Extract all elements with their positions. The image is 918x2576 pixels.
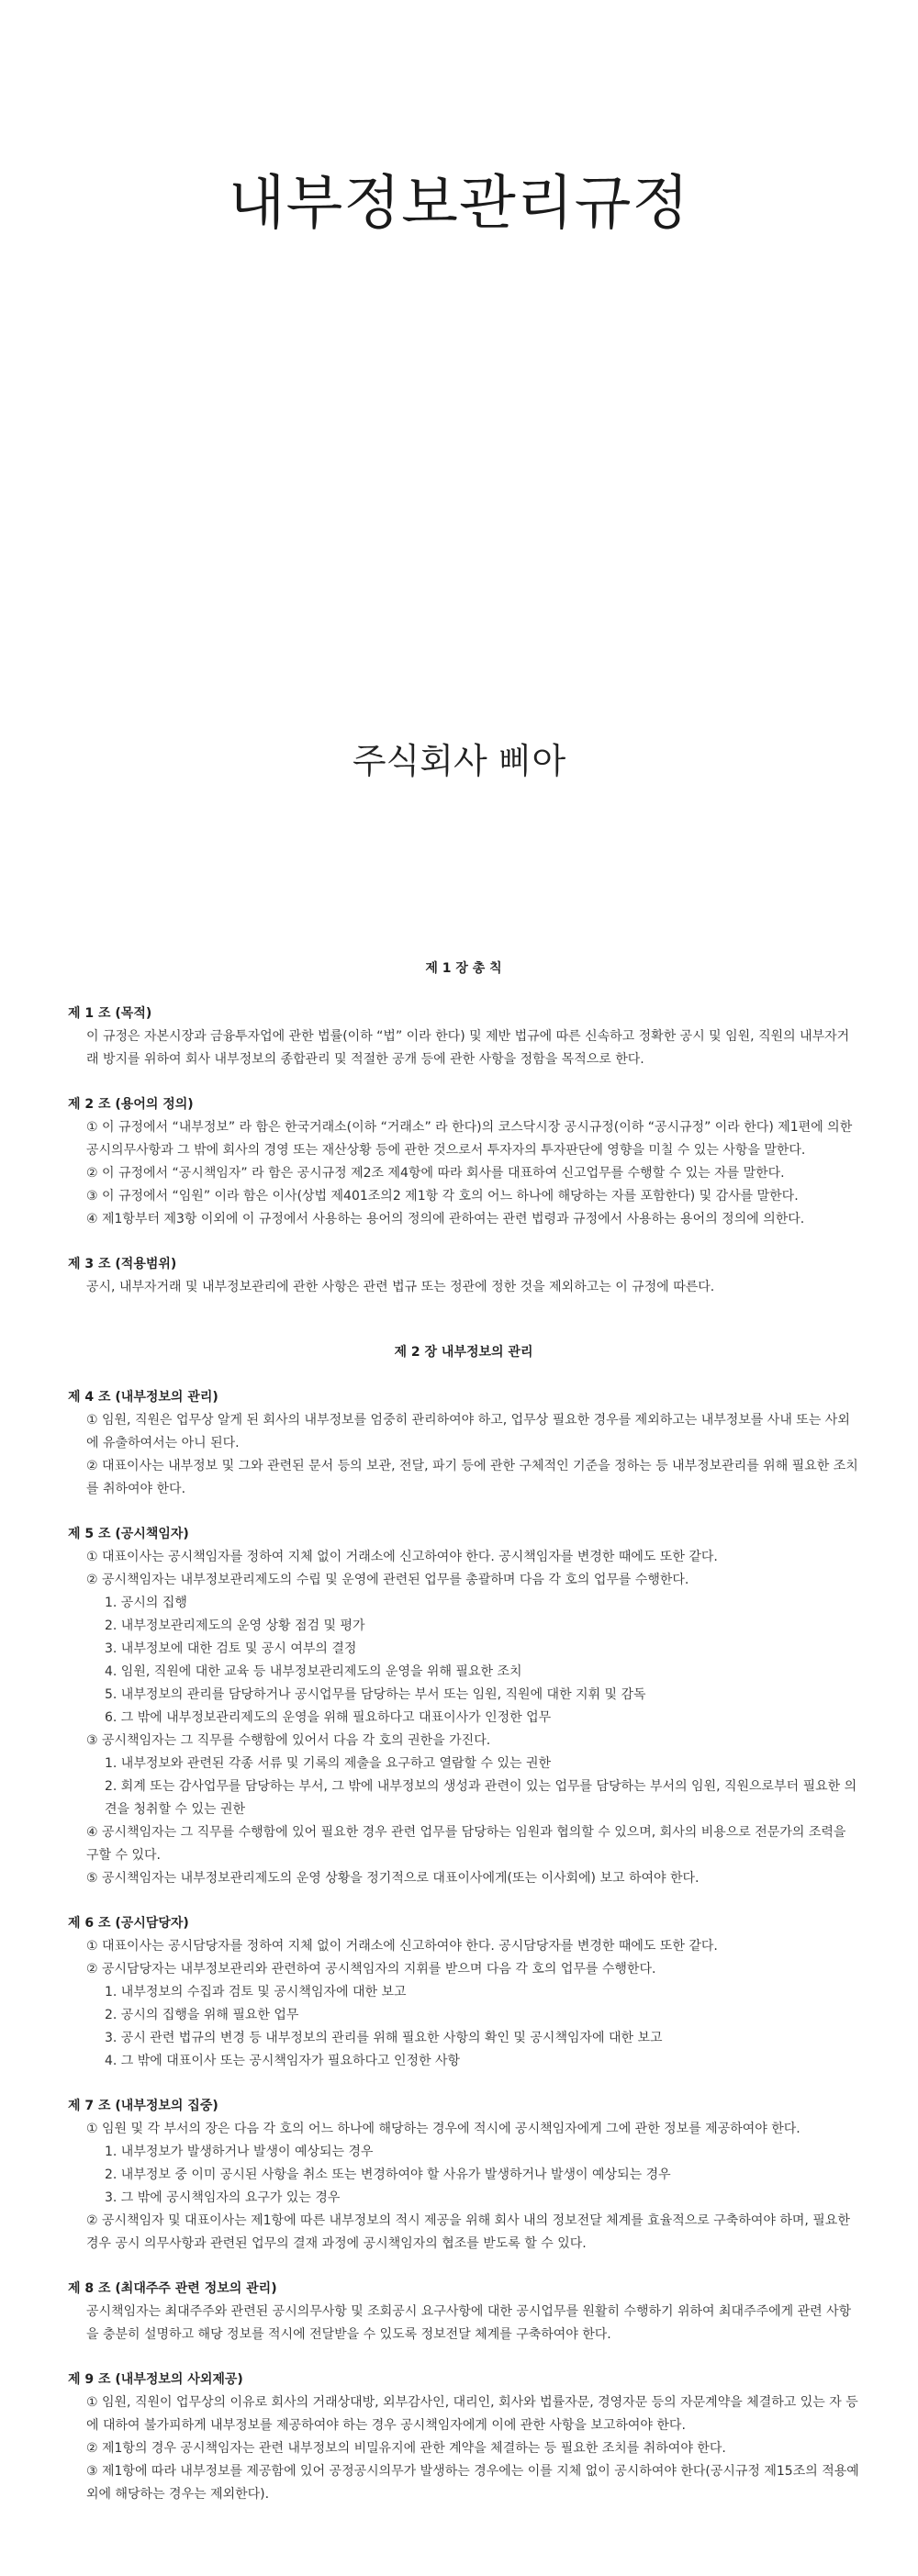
article-5 [68,1523,859,1890]
article-paragraph: ② 대표이사는 내부정보 및 그와 관련된 문서 등의 보관, 전달, 파기 등에 관한 구체적인 기준을 정하는 등 내부정보관리를 위해 필요한 조치를 취하여야 한다. [86,1459,858,1496]
article-paragraph: ② 이 규정에서 “공시책임자” 라 함은 공시규정 제2조 제4항에 따라 회사를 대표하여 신고업무를 수행할 수 있는 자를 말한다. [86,1166,785,1181]
company-name: 주식회사 삐아 [352,741,566,781]
article-paragraph: 이 규정은 자본시장과 금융투자업에 관한 법률(이하 “법” 이라 한다) 및 제반 법규에 따른 신속하고 정확한 공시 및 임원, 직원의 내부자거래 방지를 위하여 회사 내부정보의 종합관리 및 적절한 공개 등에 관한 사항을 정함을 목적으로 한다. [86,1029,850,1067]
list-item: 2. 내부정보 중 이미 공시된 사항을 취소 또는 변경하여야 할 사유가 발생하거나 발생이 예상되는 경우 [105,2167,671,2182]
article-9 [68,2369,859,2506]
article-7 [68,2095,859,2256]
list-item: 2. 회계 또는 감사업무를 담당하는 부서, 그 밖에 내부정보의 생성과 관련이 있는 업무를 담당하는 부서의 임원, 직원으로부터 필요한 의견을 청취할 수 있는 권한 [105,1779,857,1817]
list-item: 5. 내부정보의 관리를 담당하거나 공시업무를 담당하는 부서 또는 임원, 직원에 대한 지휘 및 감독 [105,1687,646,1702]
list-item: 2. 내부정보관리제도의 운영 상황 점검 및 평가 [105,1618,365,1633]
article-1 [68,1002,859,1071]
article-paragraph: ① 대표이사는 공시책임자를 정하여 지체 없이 거래소에 신고하여야 한다. 공시책임자를 변경한 때에도 또한 같다. [86,1550,718,1564]
list-item: 1. 내부정보의 수집과 검토 및 공시책임자에 대한 보고 [105,1985,407,1999]
article-paragraph: ④ 제1항부터 제3항 이외에 이 규정에서 사용하는 용어의 정의에 관하여는 관련 법령과 규정에서 사용하는 용어의 정의에 의한다. [86,1212,805,1226]
document-title: 내부정보관리규정 [228,170,690,238]
article-6 [68,1912,859,2073]
list-item: 2. 공시의 집행을 위해 필요한 업무 [105,2008,299,2022]
list-item: 4. 그 밖에 대표이사 또는 공시책임자가 필요하다고 인정한 사항 [105,2054,461,2068]
article-paragraph: ① 이 규정에서 “내부정보” 라 함은 한국거래소(이하 “거래소” 라 한다)의 코스닥시장 공시규정(이하 “공시규정” 이라 한다) 제1편에 의한 공시의무사항과 그 밖에 회사의 경영 또는 재산상황 등에 관한 것으로서 투자자의 투자판단에 영향을 미칠 수 있는 사항을 말한다. [86,1120,853,1158]
article-title: 제 2 조 (용어의 정의) [68,1097,194,1112]
article-paragraph: 공시책임자는 최대주주와 관련된 공시의무사항 및 조회공시 요구사항에 대한 공시업무를 원활히 수행하기 위하여 최대주주에게 관련 사항을 충분히 설명하고 해당 정보를 적시에 전달받을 수 있도록 정보전달 체계를 구축하여야 한다. [86,2304,852,2342]
article-paragraph: ③ 제1항에 따라 내부정보를 제공함에 있어 공정공시의무가 발생하는 경우에는 이를 지체 없이 공시하여야 한다(공시규정 제15조의 적용예외에 해당하는 경우는 제외한다). [86,2464,859,2502]
article-paragraph: 공시, 내부자거래 및 내부정보관리에 관한 사항은 관련 법규 또는 정관에 정한 것을 제외하고는 이 규정에 따른다. [86,1280,715,1294]
article-paragraph: ③ 이 규정에서 “임원” 이라 함은 이사(상법 제401조의2 제1항 각 호의 어느 하나에 해당하는 자를 포함한다) 및 감사를 말한다. [86,1189,799,1204]
list-item: 1. 내부정보와 관련된 각종 서류 및 기록의 제출을 요구하고 열람할 수 있는 권한 [105,1756,552,1771]
article-paragraph: ② 공시책임자 및 대표이사는 제1항에 따른 내부정보의 적시 제공을 위해 회사 내의 정보전달 체계를 효율적으로 구축하여야 하며, 필요한 경우 공시 의무사항과 관련된 업무의 결재 과정에 공시책임자의 협조를 받도록 할 수 있다. [86,2213,850,2251]
article-paragraph: ② 공시책임자는 내부정보관리제도의 수립 및 운영에 관련된 업무를 총괄하며 다음 각 호의 업무를 수행한다. [86,1573,689,1587]
article-paragraph: ① 임원 및 각 부서의 장은 다음 각 호의 어느 하나에 해당하는 경우에 적시에 공시책임자에게 그에 관한 정보를 제공하여야 한다. [86,2122,800,2136]
list-item: 1. 공시의 집행 [105,1596,187,1610]
article-title: 제 4 조 (내부정보의 관리) [68,1390,218,1405]
article-4 [68,1386,859,1501]
list-item: 3. 공시 관련 법규의 변경 등 내부정보의 관리를 위해 필요한 사항의 확인 및 공시책임자에 대한 보고 [105,2031,663,2045]
article-paragraph: ① 대표이사는 공시담당자를 정하여 지체 없이 거래소에 신고하여야 한다. 공시담당자를 변경한 때에도 또한 같다. [86,1939,718,1954]
article-paragraph: ③ 공시책임자는 그 직무를 수행함에 있어서 다음 각 호의 권한을 가진다. [86,1733,491,1748]
article-2 [68,1093,859,1231]
article-title: 제 3 조 (적용범위) [68,1257,177,1271]
article-8 [68,2278,859,2346]
article-paragraph: ① 임원, 직원이 업무상의 이유로 회사의 거래상대방, 외부감사인, 대리인, 회사와 법률자문, 경영자문 등의 자문계약을 체결하고 있는 자 등에 대하여 불가피하게 내부정보를 제공하여야 하는 경우 공시책임자에게 이에 관한 사항을 보고하여야 한다. [86,2395,858,2433]
article-paragraph: ⑤ 공시책임자는 내부정보관리제도의 운영 상황을 정기적으로 대표이사에게(또는 이사회에) 보고 하여야 한다. [86,1871,700,1886]
list-item: 3. 내부정보에 대한 검토 및 공시 여부의 결정 [105,1641,357,1656]
article-title: 제 9 조 (내부정보의 사외제공) [68,2372,243,2387]
article-title: 제 7 조 (내부정보의 집중) [68,2099,218,2113]
chapter-1-heading: 제 1 장 총 칙 [425,961,502,976]
article-title: 제 8 조 (최대주주 관련 정보의 관리) [68,2281,277,2296]
article-paragraph: ④ 공시책임자는 그 직무를 수행함에 있어 필요한 경우 관련 업무를 담당하는 임원과 협의할 수 있으며, 회사의 비용으로 전문가의 조력을 구할 수 있다. [86,1825,846,1863]
list-item: 4. 임원, 직원에 대한 교육 등 내부정보관리제도의 운영을 위해 필요한 조치 [105,1664,522,1679]
list-item: 1. 내부정보가 발생하거나 발생이 예상되는 경우 [105,2145,374,2159]
article-title: 제 1 조 (목적) [68,1006,152,1021]
document-body [68,958,859,2506]
list-item: 6. 그 밖에 내부정보관리제도의 운영을 위해 필요하다고 대표이사가 인정한 업무 [105,1710,552,1725]
article-paragraph: ② 공시담당자는 내부정보관리와 관련하여 공시책임자의 지휘를 받으며 다음 각 호의 업무를 수행한다. [86,1962,656,1977]
article-3 [68,1253,859,1299]
list-item: 3. 그 밖에 공시책임자의 요구가 있는 경우 [105,2190,341,2205]
article-paragraph: ① 임원, 직원은 업무상 알게 된 회사의 내부정보를 엄중히 관리하여야 하고, 업무상 필요한 경우를 제외하고는 내부정보를 사내 또는 사외에 유출하여서는 아니 된다. [86,1413,850,1450]
chapter-2-heading: 제 2 장 내부정보의 관리 [394,1345,533,1360]
article-paragraph: ② 제1항의 경우 공시책임자는 관련 내부정보의 비밀유지에 관한 계약을 체결하는 등 필요한 조치를 취하여야 한다. [86,2441,726,2456]
article-title: 제 6 조 (공시담당자) [68,1916,189,1931]
article-title: 제 5 조 (공시책임자) [68,1527,189,1541]
